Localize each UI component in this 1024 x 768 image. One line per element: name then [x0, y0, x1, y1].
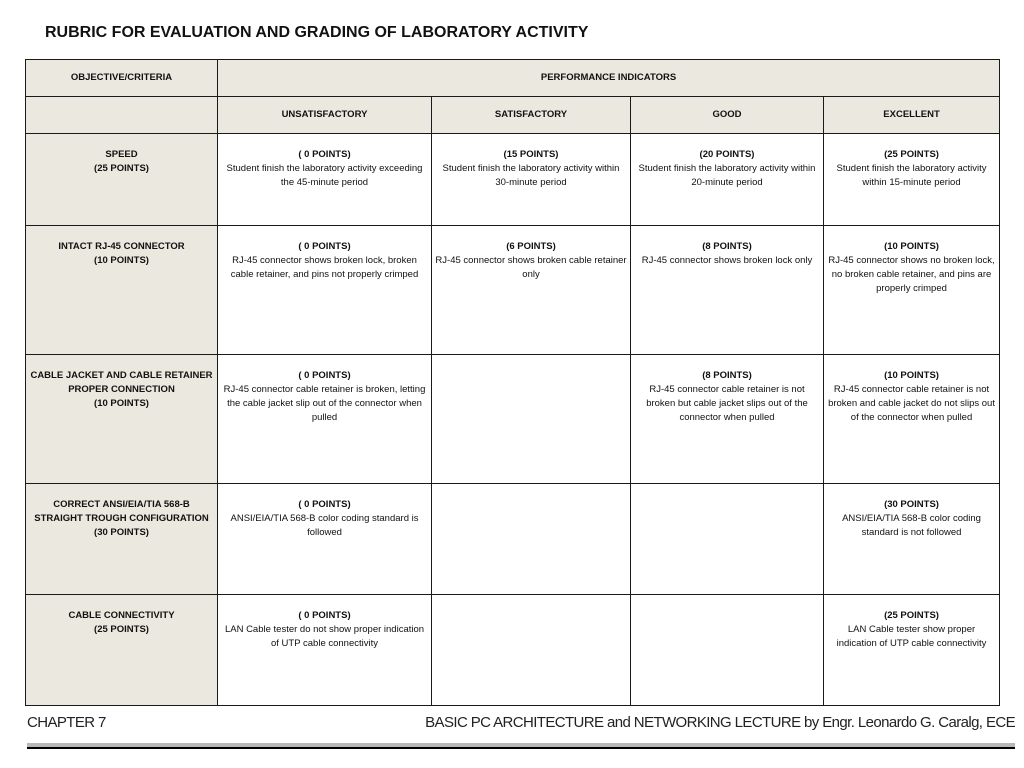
criteria-points: (25 POINTS) [94, 163, 149, 174]
criteria-cell [26, 355, 218, 484]
rubric-cell [218, 595, 432, 706]
rubric-cell [432, 226, 631, 355]
cell-points: (25 POINTS) [884, 610, 939, 621]
rubric-cell [218, 134, 432, 226]
cell-points: ( 0 POINTS) [298, 149, 351, 160]
cell-description: Student finish the laboratory activity within 30-minute period [442, 163, 620, 188]
table-row [26, 484, 1000, 595]
criteria-points: (30 POINTS) [94, 527, 149, 538]
cell-description: RJ-45 connector cable retainer is broken, letting the cable jacket slip out of the connector when pulled [223, 384, 426, 423]
cell-points: ( 0 POINTS) [298, 370, 351, 381]
rubric-cell-empty [432, 355, 631, 484]
rubric-cell [824, 226, 1000, 355]
criteria-name: INTACT RJ-45 CONNECTOR [58, 241, 185, 252]
rubric-cell [631, 355, 824, 484]
criteria-cell [26, 484, 218, 595]
cell-description: ANSI/EIA/TIA 568-B color coding standard is followed [230, 513, 419, 538]
cell-points: (20 POINTS) [699, 149, 755, 160]
cell-description: Student finish the laboratory activity within 15-minute period [836, 163, 987, 188]
cell-points: (6 POINTS) [506, 241, 556, 252]
level-header-good: GOOD [631, 97, 824, 134]
cell-description: RJ-45 connector cable retainer is not broken and cable jacket do not slips out of the connector when pulled [828, 384, 995, 423]
cell-points: (15 POINTS) [503, 149, 559, 160]
criteria-points: (10 POINTS) [94, 255, 149, 266]
cell-description: RJ-45 connector shows broken lock only [641, 255, 813, 266]
cell-description: Student finish the laboratory activity exceeding the 45-minute period [226, 163, 423, 188]
table-row [26, 226, 1000, 355]
rubric-cell [824, 595, 1000, 706]
rubric-cell [824, 134, 1000, 226]
rubric-cell [631, 226, 824, 355]
cell-points: (10 POINTS) [884, 241, 939, 252]
cell-description: LAN Cable tester show proper indication of UTP cable connectivity [836, 624, 987, 649]
criteria-header-blank [26, 97, 218, 134]
criteria-cell [26, 226, 218, 355]
cell-points: (10 POINTS) [884, 370, 939, 381]
criteria-cell [26, 134, 218, 226]
cell-points: ( 0 POINTS) [298, 610, 351, 621]
criteria-name: SPEED [105, 149, 138, 160]
rubric-table [25, 59, 1000, 706]
rubric-cell-empty [432, 484, 631, 595]
level-header-excellent: EXCELLENT [824, 97, 1000, 134]
cell-description: LAN Cable tester do not show proper indication of UTP cable connectivity [224, 624, 425, 649]
cell-points: (25 POINTS) [884, 149, 939, 160]
cell-description: RJ-45 connector shows no broken lock, no broken cable retainer, and pins are properly crimped [828, 255, 995, 294]
rubric-cell [824, 484, 1000, 595]
criteria-header: OBJECTIVE/CRITERIA [26, 60, 218, 97]
cell-points: ( 0 POINTS) [298, 499, 351, 510]
rubric-cell-empty [432, 595, 631, 706]
cell-description: RJ-45 connector shows broken cable retainer only [435, 255, 627, 280]
header-row-levels [26, 97, 1000, 134]
cell-points: (8 POINTS) [702, 370, 752, 381]
cell-description: Student finish the laboratory activity within 20-minute period [638, 163, 816, 188]
criteria-points: (10 POINTS) [94, 398, 149, 409]
rubric-cell [218, 484, 432, 595]
footer-course-credit: BASIC PC ARCHITECTURE and NETWORKING LECTURE by Engr. Leonardo G. Caralg, ECE [425, 714, 1015, 731]
rubric-cell-empty [631, 595, 824, 706]
footer-chapter: CHAPTER 7 [27, 714, 106, 731]
page-footer [27, 714, 1015, 734]
document-title: RUBRIC FOR EVALUATION AND GRADING OF LABORATORY ACTIVITY [45, 24, 589, 41]
header-row-top [26, 60, 1000, 97]
footer-rule-black [27, 747, 1015, 749]
rubric-cell [824, 355, 1000, 484]
rubric-cell [218, 226, 432, 355]
level-header-unsatisfactory: UNSATISFACTORY [218, 97, 432, 134]
level-header-satisfactory: SATISFACTORY [432, 97, 631, 134]
criteria-name: CABLE JACKET AND CABLE RETAINER PROPER CONNECTION [30, 370, 213, 395]
table-row [26, 134, 1000, 226]
rubric-cell [218, 355, 432, 484]
criteria-cell [26, 595, 218, 706]
cell-description: RJ-45 connector cable retainer is not broken but cable jacket slips out of the connector when pulled [646, 384, 808, 423]
rubric-cell [631, 134, 824, 226]
rubric-cell-empty [631, 484, 824, 595]
performance-indicators-header: PERFORMANCE INDICATORS [218, 60, 1000, 97]
cell-points: ( 0 POINTS) [298, 241, 351, 252]
cell-points: (8 POINTS) [702, 241, 752, 252]
cell-description: ANSI/EIA/TIA 568-B color coding standard is not followed [842, 513, 981, 538]
criteria-points: (25 POINTS) [94, 624, 149, 635]
cell-points: (30 POINTS) [884, 499, 939, 510]
criteria-name: CABLE CONNECTIVITY [68, 610, 175, 621]
criteria-name: CORRECT ANSI/EIA/TIA 568-B STRAIGHT TROUGH CONFIGURATION [34, 499, 209, 524]
table-row [26, 355, 1000, 484]
table-row [26, 595, 1000, 706]
cell-description: RJ-45 connector shows broken lock, broken cable retainer, and pins not properly crimped [230, 255, 419, 280]
rubric-cell [432, 134, 631, 226]
